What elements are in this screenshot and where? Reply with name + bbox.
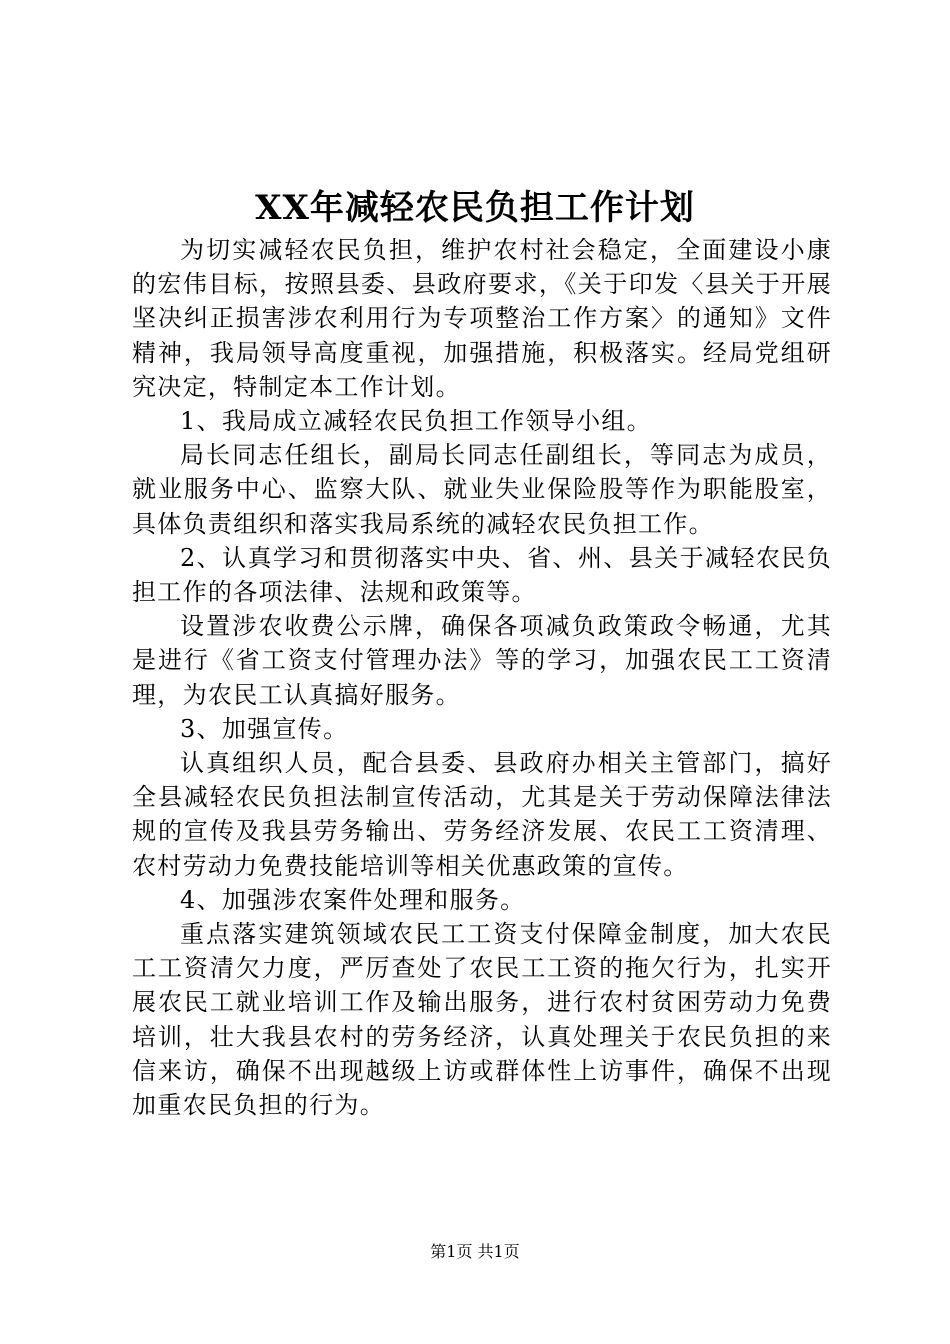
paragraph-item-2-heading: 2、认真学习和贯彻落实中央、省、州、县关于减轻农民负担工作的各项法律、法规和政策等。 (132, 543, 832, 607)
paragraph-item-1-body: 局长同志任组长，副局长同志任副组长，等同志为成员，就业服务中心、监察大队、就业失业保险股等作为职能股室，具体负责组织和落实我局系统的减轻农民负担工作。 (132, 441, 832, 538)
document-title: XX年减轻农民负担工作计划 (255, 188, 695, 228)
page-number-footer: 第1页 共1页 (430, 1242, 520, 1261)
paragraph-item-3-heading: 3、加强宣传。 (180, 714, 349, 743)
paragraph-item-2-body: 设置涉农收费公示牌，确保各项减负政策政令畅通，尤其是进行《省工资支付管理办法》等的学习，加强农民工工资清理，为农民工认真搞好服务。 (132, 612, 832, 709)
paragraph-item-4-body: 重点落实建筑领域农民工工资支付保障金制度，加大农民工工资清欠力度，严厉查处了农民工工资的拖欠行为，扎实开展农民工就业培训工作及输出服务，进行农村贫困劳动力免费培训，壮大我县农村的劳务经济，认真处理关于农民负担的来信来访，确保不出现越级上访或群体性上访事件，确保不出现加重农民负担的行为。 (132, 920, 832, 1120)
paragraph-intro: 为切实减轻农民负担，维护农村社会稳定，全面建设小康的宏伟目标，按照县委、县政府要求，《关于印发〈县关于开展坚决纠正损害涉农利用行为专项整治工作方案〉的通知》文件精神，我局领导高度重视，加强措施，积极落实。经局党组研究决定，特制定本工作计划。 (132, 236, 832, 401)
paragraph-item-4-heading: 4、加强涉农案件处理和服务。 (180, 885, 526, 914)
paragraph-item-3-body: 认真组织人员，配合县委、县政府办相关主管部门，搞好全县减轻农民负担法制宣传活动，尤其是关于劳动保障法律法规的宣传及我县劳务输出、劳务经济发展、农民工工资清理、农村劳动力免费技能培训等相关优惠政策的宣传。 (132, 749, 832, 880)
document-body (132, 233, 832, 1122)
paragraph-item-1-heading: 1、我局成立减轻农民负担工作领导小组。 (180, 407, 652, 436)
